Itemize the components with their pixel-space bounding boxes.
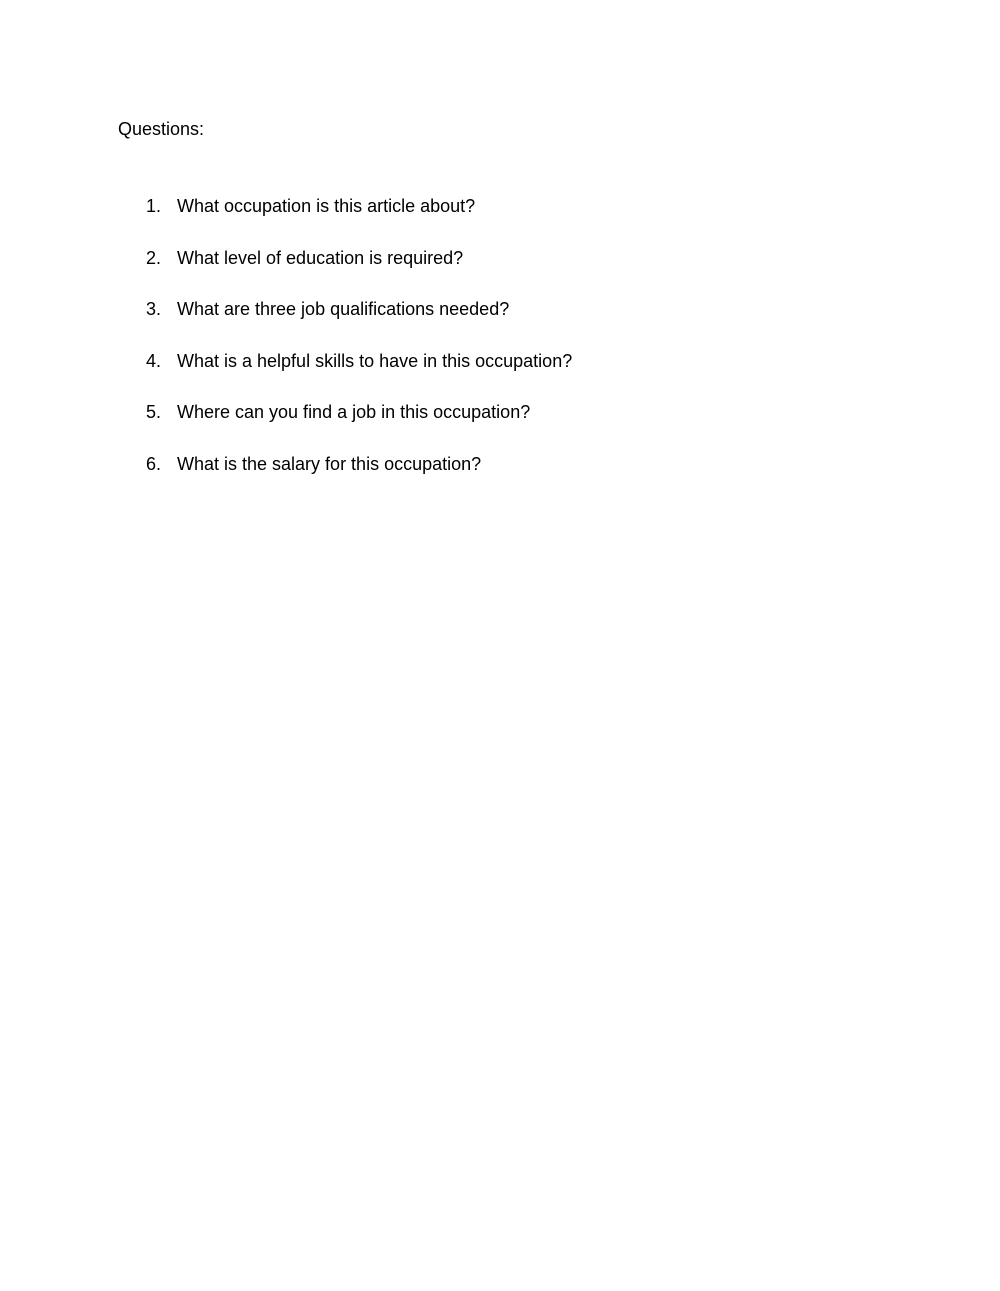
question-number: 6. — [146, 453, 162, 474]
question-text: What are three job qualifications needed? — [177, 299, 510, 320]
questions-heading: Questions: — [118, 119, 205, 139]
question-text: What occupation is this article about? — [177, 196, 476, 216]
question-text: What level of education is required? — [177, 247, 464, 268]
question-text: What is the salary for this occupation? — [177, 453, 482, 474]
question-number: 5. — [146, 402, 162, 423]
question-number: 2. — [146, 247, 162, 268]
question-number: 3. — [146, 299, 162, 320]
question-number: 4. — [146, 350, 162, 371]
question-text: What is a helpful skills to have in this occupation? — [177, 350, 573, 371]
question-text: Where can you find a job in this occupation? — [177, 402, 531, 423]
question-number: 1. — [146, 196, 162, 216]
